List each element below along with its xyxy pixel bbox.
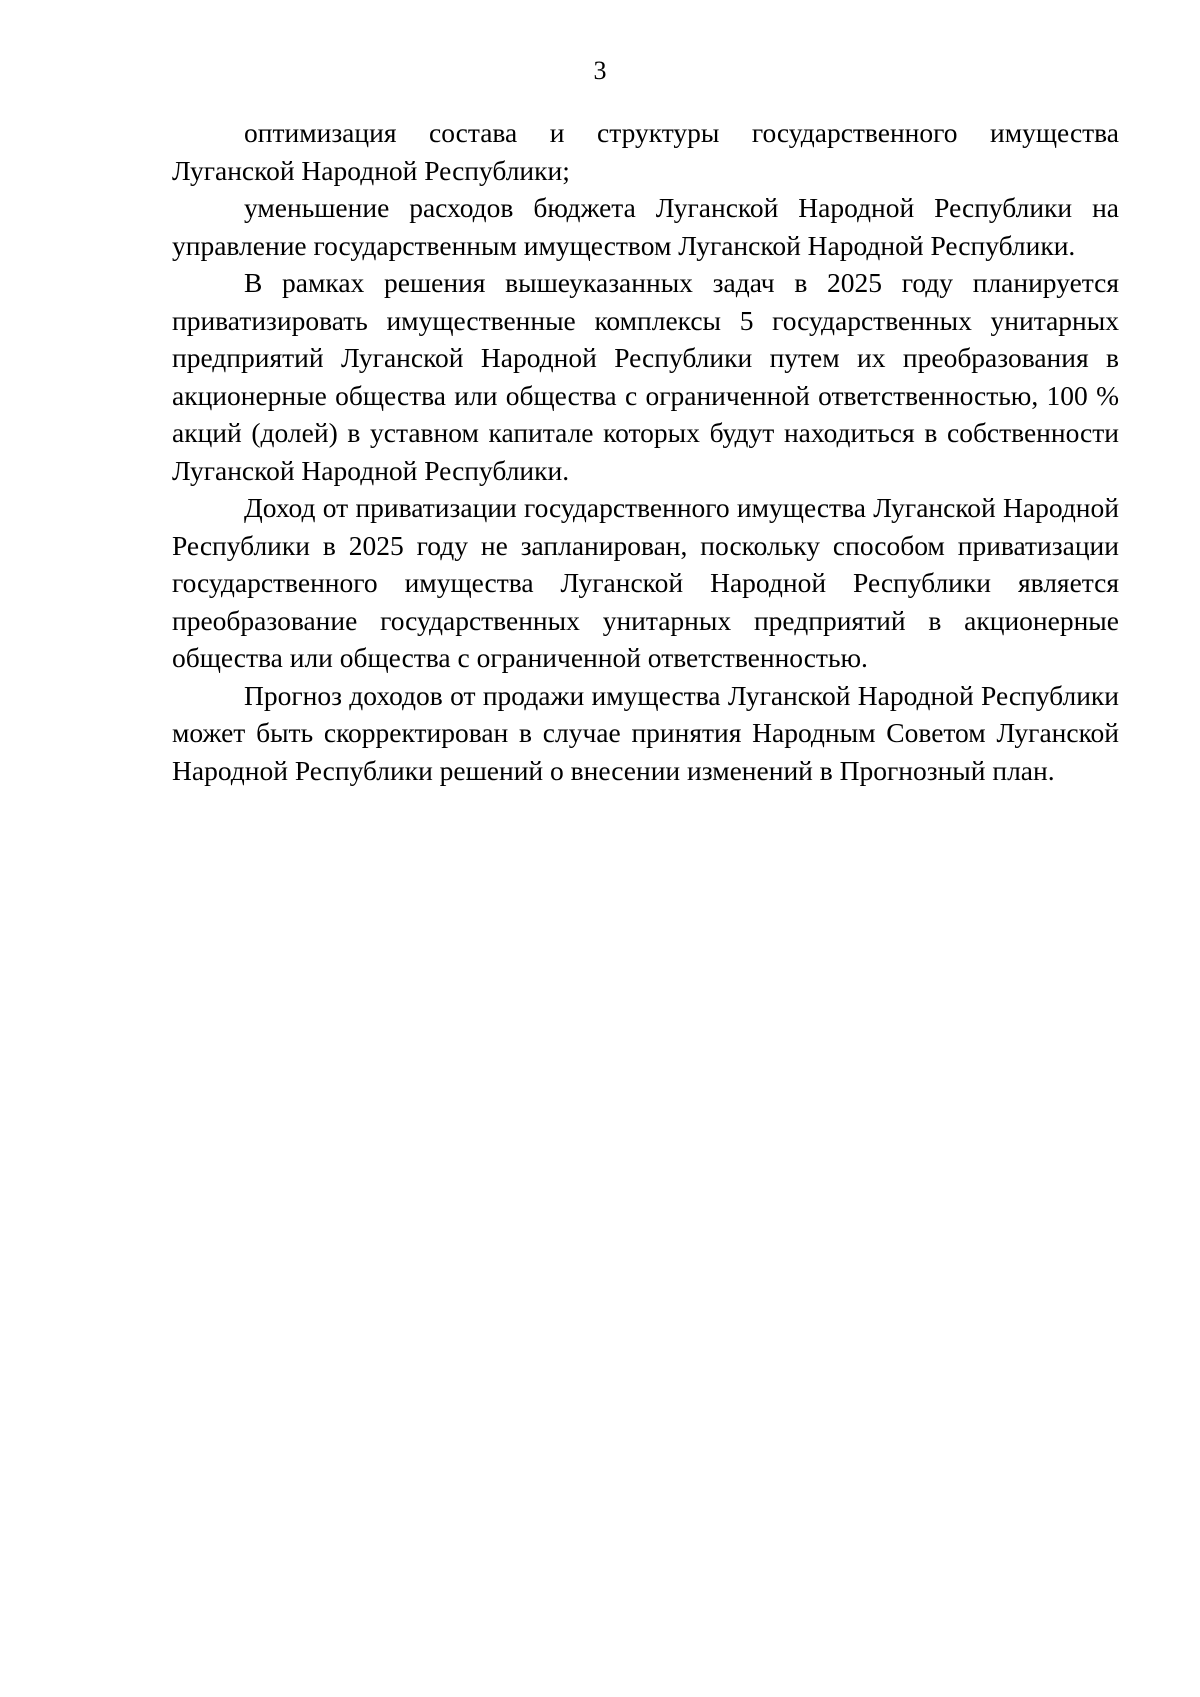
paragraph-budget-reduction: уменьшение расходов бюджета Луганской Народной Республики на управление государственным имуществом Луганской Народной Республики. — [172, 192, 1119, 261]
paragraph-privatization-plan: В рамках решения вышеуказанных задач в 2025 году планируется приватизировать имущественные комплексы 5 государственных унитарных предприятий Луганской Народной Республики путем их преобразования в акционерные общества или общества с ограниченной ответственностью, 100 % акций (долей) в уставном капитале которых будут находиться в собственности Луганской Народной Республики. — [172, 267, 1119, 486]
paragraph-privatization-income: Доход от приватизации государственного имущества Луганской Народной Республики в 2025 году не запланирован, поскольку способом приватизации государственного имущества Луганской Народной Республики является преобразование государственных унитарных предприятий в акционерные общества или общества с ограниченной ответственностью. — [172, 492, 1119, 673]
page-number: 3 — [593, 56, 607, 85]
paragraph-income-forecast: Прогноз доходов от продажи имущества Луганской Народной Республики может быть скорректирован в случае принятия Народным Советом Луганской Народной Республики решений о внесении изменений в Прогнозный план. — [172, 679, 1119, 786]
document-body — [172, 114, 1119, 789]
paragraph-optimization: оптимизация состава и структуры государственного имущества Луганской Народной Республики; — [172, 117, 1119, 186]
